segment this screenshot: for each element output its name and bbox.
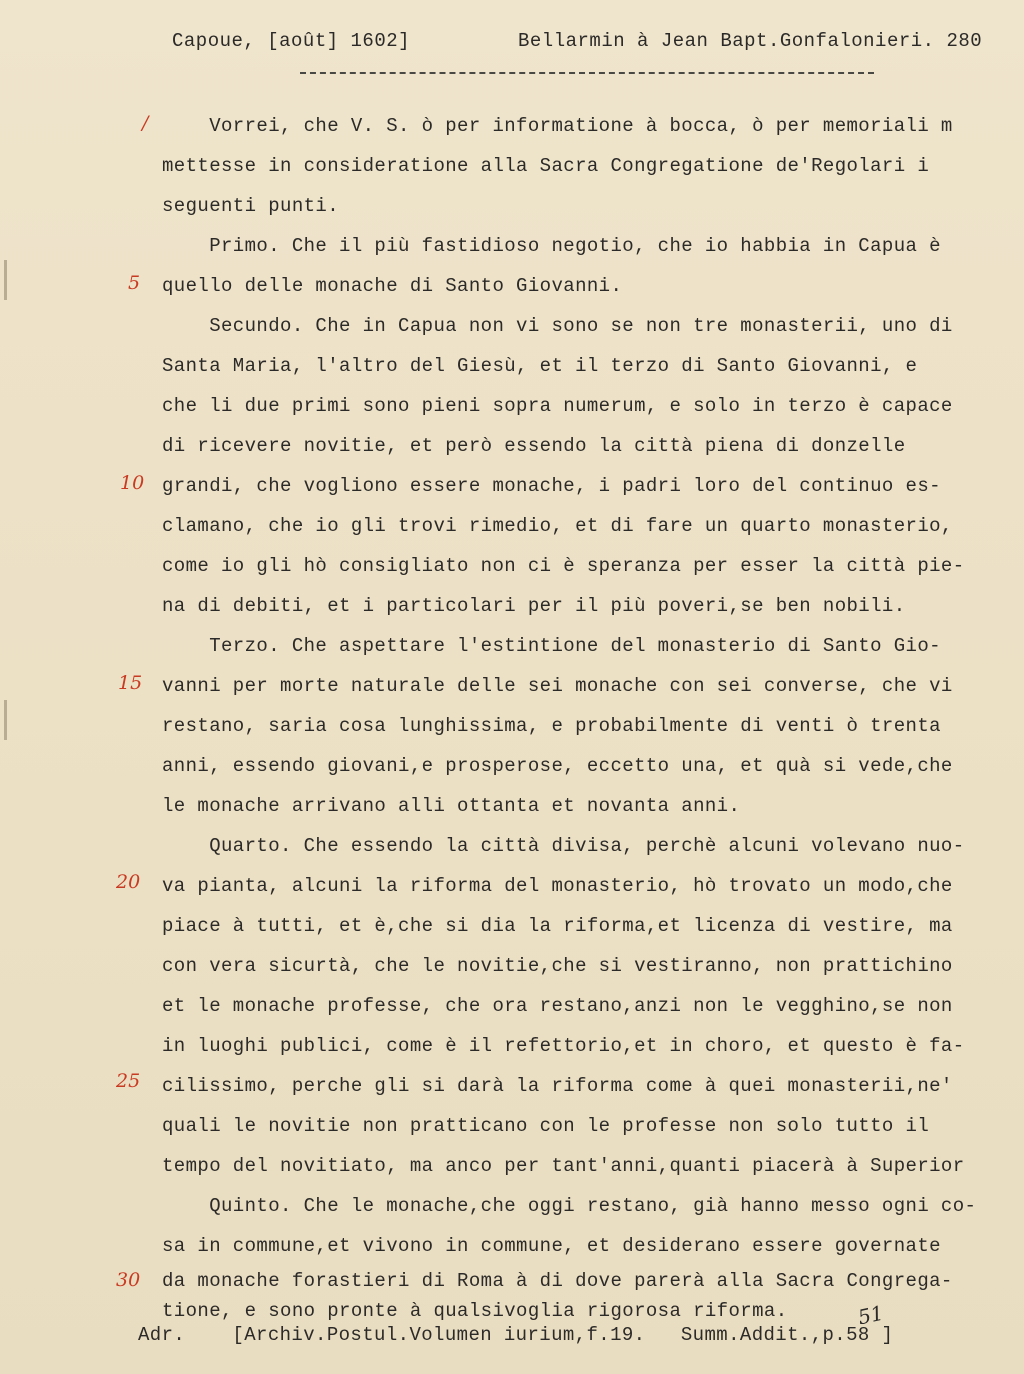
margin-number: 30	[116, 1269, 141, 1291]
text-line: Quinto. Che le monache,che oggi restano, già hanno messo ogni co-	[162, 1195, 977, 1217]
text-line: restano, saria cosa lunghissima, e probabilmente di venti ò trenta	[162, 715, 941, 737]
text-line: tempo del novitiato, ma anco per tant'anni,quanti piacerà à Superior	[162, 1155, 965, 1177]
text-line: Primo. Che il più fastidioso negotio, che io habbia in Capua è	[162, 235, 941, 257]
text-line: piace à tutti, et è,che si dia la riforma,et licenza di vestire, ma	[162, 915, 953, 937]
margin-number: 25	[116, 1070, 141, 1092]
archive-reference: Adr. [Archiv.Postul.Volumen iurium,f.19. Summ.Addit.,p.58 ]	[138, 1324, 894, 1346]
text-line: grandi, che vogliono essere monache, i padri loro del continuo es-	[162, 475, 941, 497]
text-line: che li due primi sono pieni sopra numerum, e solo in terzo è capace	[162, 395, 953, 417]
scan-edge-mark	[4, 260, 7, 300]
text-line: mettesse in consideratione alla Sacra Congregatione de'Regolari i	[162, 155, 930, 177]
header-correspondents-page: Bellarmin à Jean Bapt.Gonfalonieri. 280	[518, 30, 983, 52]
text-line: anni, essendo giovani,e prosperose, eccetto una, et quà si vede,che	[162, 755, 953, 777]
text-line: le monache arrivano alli ottanta et novanta anni.	[162, 795, 741, 817]
text-line: va pianta, alcuni la riforma del monasterio, hò trovato un modo,che	[162, 875, 953, 897]
text-line: sa in commune,et vivono in commune, et desiderano essere governate	[162, 1235, 941, 1257]
text-line: Santa Maria, l'altro del Giesù, et il terzo di Santo Giovanni, e	[162, 355, 918, 377]
letter-body	[162, 106, 992, 1326]
text-line: clamano, che io gli trovi rimedio, et di fare un quarto monasterio,	[162, 515, 953, 537]
text-line: cilissimo, perche gli si darà la riforma come à quei monasterii,ne'	[162, 1075, 953, 1097]
text-line: tione, e sono pronte à qualsivoglia rigorosa riforma.	[162, 1300, 788, 1322]
margin-number: 20	[116, 871, 141, 893]
margin-number: 10	[120, 472, 145, 494]
header-place-date: Capoue, [août] 1602]	[172, 30, 411, 52]
text-line: Vorrei, che V. S. ò per informatione à bocca, ò per memoriali m	[162, 115, 953, 137]
text-line: Terzo. Che aspettare l'estintione del monasterio di Santo Gio-	[162, 635, 941, 657]
text-line: na di debiti, et i particolari per il più poveri,se ben nobili.	[162, 595, 906, 617]
text-line: quali le novitie non pratticano con le professe non solo tutto il	[162, 1115, 930, 1137]
text-line: come io gli hò consigliato non ci è speranza per esser la città pie-	[162, 555, 965, 577]
text-line: con vera sicurtà, che le novitie,che si vestiranno, non prattichino	[162, 955, 953, 977]
text-line: seguenti punti.	[162, 195, 340, 217]
text-line: quello delle monache di Santo Giovanni.	[162, 275, 623, 297]
margin-number: 5	[128, 272, 141, 294]
margin-number: /	[142, 112, 149, 134]
text-line: Secundo. Che in Capua non vi sono se non tre monasterii, uno di	[162, 315, 953, 337]
margin-number: 15	[118, 672, 143, 694]
header-rule	[300, 72, 874, 74]
text-line: da monache forastieri di Roma à di dove parerà alla Sacra Congrega-	[162, 1270, 953, 1292]
text-line: et le monache professe, che ora restano,anzi non le vegghino,se non	[162, 995, 953, 1017]
text-line: Quarto. Che essendo la città divisa, perchè alcuni volevano nuo-	[162, 835, 965, 857]
scan-edge-mark	[4, 700, 7, 740]
page-header	[172, 30, 1002, 60]
text-line: vanni per morte naturale delle sei monache con sei converse, che vi	[162, 675, 953, 697]
text-line: in luoghi publici, come è il refettorio,et in choro, et questo è fa-	[162, 1035, 965, 1057]
handwritten-page-mark: 51	[855, 1300, 886, 1330]
text-line: di ricevere novitie, et però essendo la città piena di donzelle	[162, 435, 906, 457]
